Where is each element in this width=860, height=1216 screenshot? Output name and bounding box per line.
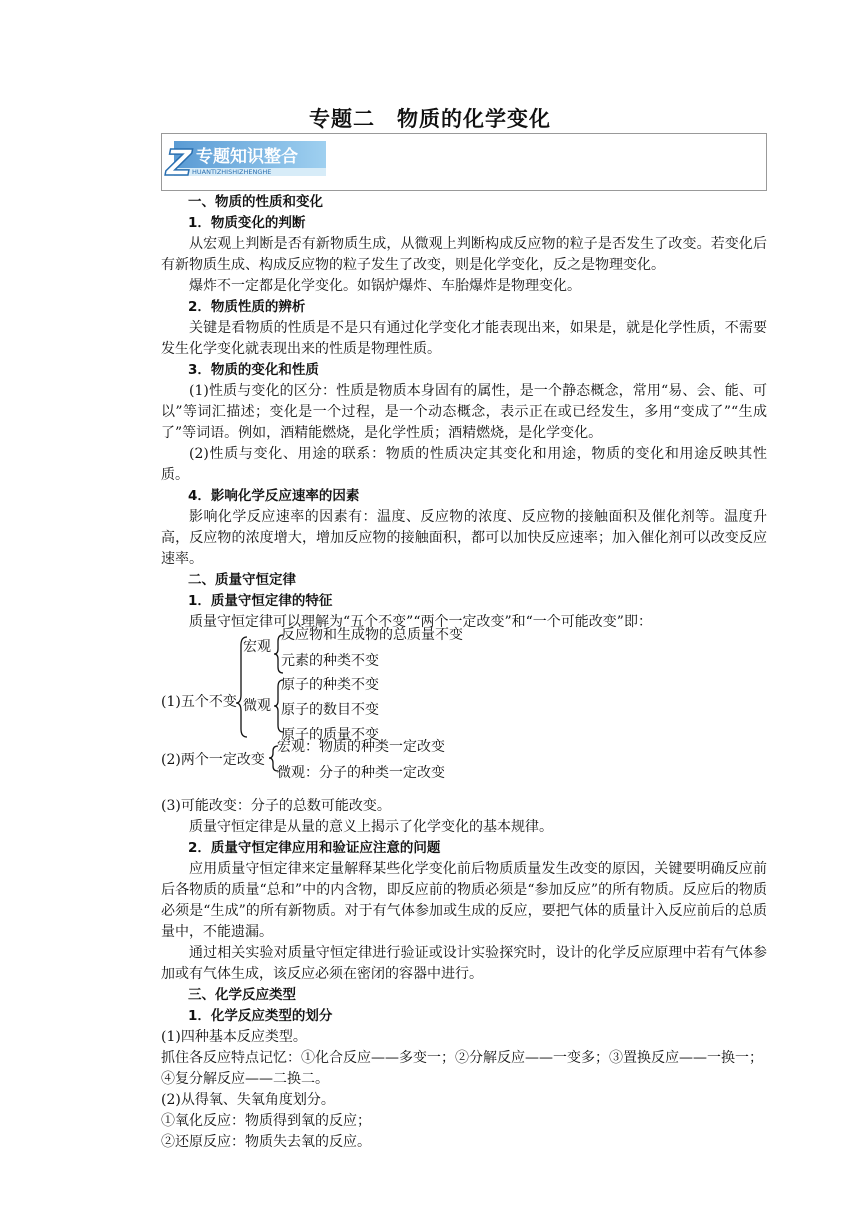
section-heading: 二、质量守恒定律 (188, 572, 296, 588)
micro-item: 原子的质量不变 (281, 727, 379, 743)
two-changed-label: (2)两个一定改变 (161, 752, 265, 768)
paragraph: 关键是看物质的性质是不是只有通过化学变化才能表现出来，如果是，就是化学性质，不需要发生化学变化就表现出来的性质是物理性质。 (161, 320, 767, 357)
paragraph: (2)性质与变化、用途的联系：物质的性质决定其变化和用途，物质的变化和用途反映其性质。 (161, 446, 767, 483)
macro-item: 元素的种类不变 (281, 653, 379, 669)
subheading: 2．物质性质的辨析 (188, 299, 306, 315)
paragraph: (2)从得氧、失氧角度划分。 (161, 1092, 335, 1108)
subheading: 2．质量守恒定律应用和验证应注意的问题 (188, 840, 441, 856)
subheading: 3．物质的变化和性质 (188, 362, 319, 378)
paragraph: 爆炸不一定都是化学变化。如锅炉爆炸、车胎爆炸是物理变化。 (189, 278, 581, 294)
paragraph: (1)四种基本反应类型。 (161, 1029, 307, 1045)
conservation-brace-diagram (161, 627, 767, 796)
article-body (161, 192, 767, 1153)
micro-label: 微观 (243, 698, 271, 714)
paragraph: 通过相关实验对质量守恒定律进行验证或设计实验探究时，设计的化学反应原理中若有气体参加或有气体生成，该反应必须在密闭的容器中进行。 (161, 945, 767, 982)
subheading: 1．化学反应类型的划分 (188, 1008, 333, 1024)
banner-subtitle: HUANTIZHISHIZHENGHE (192, 168, 272, 176)
paragraph: 质量守恒定律可以理解为“五个不变”“两个一定改变”和“一个可能改变”即： (189, 614, 652, 630)
page-title: 专题二 物质的化学变化 (309, 107, 551, 131)
section-heading: 一、物质的性质和变化 (188, 194, 323, 210)
macro-item: 反应物和生成物的总质量不变 (281, 627, 463, 643)
paragraph: (3)可能改变：分子的总数可能改变。 (161, 798, 391, 814)
two-changed-item: 宏观：物质的种类一定改变 (277, 739, 445, 755)
paragraph: ①氧化反应：物质得到氧的反应； (161, 1113, 371, 1129)
subheading: 1．物质变化的判断 (188, 215, 306, 231)
paragraph: ②还原反应：物质失去氧的反应。 (161, 1134, 371, 1150)
paragraph: 抓住各反应特点记忆：①化合反应——多变一；②分解反应——一变多；③置换反应——一换一；④复分解反应——二换二。 (161, 1050, 763, 1087)
two-changed-item: 微观：分子的种类一定改变 (277, 765, 445, 781)
section-banner (161, 133, 767, 191)
banner-letter: Z (166, 143, 193, 184)
banner-logo-icon (162, 134, 768, 192)
paragraph: 质量守恒定律是从量的意义上揭示了化学变化的基本规律。 (189, 819, 553, 835)
paragraph: (1)性质与变化的区分：性质是物质本身固有的属性，是一个静态概念，常用“易、会、能、可以”等词汇描述；变化是一个过程，是一个动态概念，表示正在或已经发生，多用“变成了”“生成了”等词语。例如，酒精能燃烧，是化学性质；酒精燃烧，是化学变化。 (161, 383, 767, 441)
paragraph: 从宏观上判断是否有新物质生成，从微观上判断构成反应物的粒子是否发生了改变。若变化后有新物质生成、构成反应物的粒子发生了改变，则是化学变化，反之是物理变化。 (161, 236, 767, 273)
section-heading: 三、化学反应类型 (188, 987, 296, 1003)
subheading: 1．质量守恒定律的特征 (188, 593, 333, 609)
micro-item: 原子的种类不变 (281, 677, 379, 693)
paragraph: 应用质量守恒定律来定量解释某些化学变化前后物质质量发生改变的原因，关键要明确反应前后各物质的质量“总和”中的内含物，即反应前的物质必须是“参加反应”的所有物质。反应后的物质必须是“生成”的所有新物质。对于有气体参加或生成的反应，要把气体的质量计入反应前后的总质量中，不能遗漏。 (161, 861, 767, 940)
five-unchanged-label: (1)五个不变 (161, 694, 237, 710)
micro-item: 原子的数目不变 (281, 702, 379, 718)
banner-label: 专题知识整合 (196, 147, 298, 167)
paragraph: 影响化学反应速率的因素有：温度、反应物的浓度、反应物的接触面积及催化剂等。温度升高，反应物的浓度增大，增加反应物的接触面积，都可以加快反应速率；加入催化剂可以改变反应速率。 (161, 509, 767, 567)
macro-label: 宏观 (243, 639, 271, 655)
subheading: 4．影响化学反应速率的因素 (188, 488, 360, 504)
